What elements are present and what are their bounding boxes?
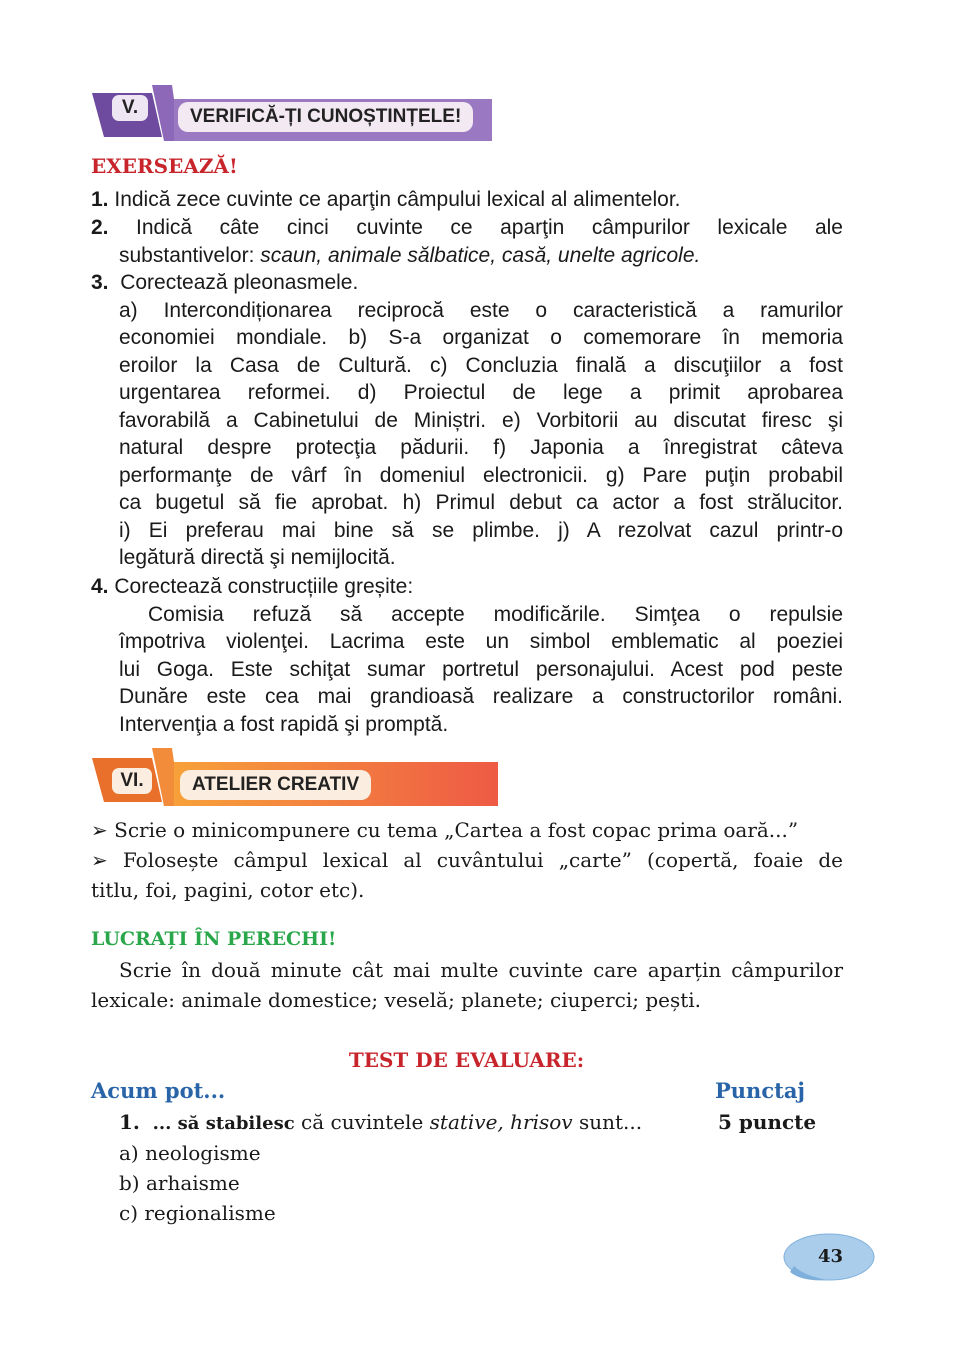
exercise-2 (91, 214, 843, 269)
section-v-banner (90, 85, 492, 141)
exercise-2-text: Indică câte cinci cuvinte ce aparţin câmpurilor lexicale ale (136, 216, 843, 239)
test-heading: TEST DE EVALUARE: (348, 1048, 585, 1072)
test-col-left: Acum pot... (91, 1078, 226, 1103)
exercise-3-line: economiei mondiale. b) S-a organizat o comemorare în memoria (119, 326, 843, 349)
page-number-badge (782, 1232, 876, 1282)
exercise-4-line: Dunăre este cea mai grandioasă realizare a constructorilor români. (119, 685, 843, 708)
perechi-heading: LUCRAȚI ÎN PERECHI! (91, 928, 337, 950)
question-end: sunt... (572, 1110, 643, 1134)
section-v-roman: V. (112, 95, 148, 121)
exercise-1 (91, 186, 843, 214)
exercise-3-line: i) Ei preferau mai bine să se plimbe. j) A rezolvat cazul printr-o (119, 518, 843, 542)
question-points: 5 puncte (718, 1110, 817, 1134)
atelier-item-continuation: titlu, foi, pagini, cotor etc). (91, 878, 365, 902)
section-vi-roman: VI. (112, 768, 152, 794)
exercise-2-italic-words: scaun, animale sălbatice, casă, unelte agricole. (260, 243, 701, 267)
section-vi-banner (90, 748, 498, 806)
exercise-1-number: 1. (91, 188, 109, 211)
exercise-3-line: a) Intercondiționarea reciprocă este o caracteristică a ramurilor (119, 298, 843, 322)
exerseaza-heading: EXERSEAZĂ! (91, 154, 238, 178)
exercise-4-line: Comisia refuză să accepte modificările. Simţea o repulsie (148, 602, 843, 626)
atelier-items (91, 815, 843, 905)
exercise-4-line: împotriva violenţei. Lacrima este un simbol emblematic al poeziei (119, 630, 843, 653)
exercise-4-title-line (91, 573, 843, 601)
exercise-3-line: ca bugetul să fie aprobat. h) Primul debut ca actor a fost strălucitor. (119, 491, 843, 514)
question-italic: stative, hrisov (429, 1110, 573, 1134)
exercise-3 (91, 269, 843, 572)
section-vi-title: ATELIER CREATIV (180, 770, 371, 800)
atelier-item-text: Folosește câmpul lexical al cuvântului „carte” (copertă, foaie de (122, 848, 844, 872)
perechi-line: Scrie în două minute cât mai multe cuvinte care aparțin câmpurilor (119, 958, 843, 982)
answer-option: c) regionalisme (119, 1201, 276, 1225)
exercise-4-line: Intervenţia a fost rapidă şi promptă. (119, 712, 449, 736)
exercise-4-title: Corectează construcțiile greșite: (114, 575, 414, 598)
exercise-3-title-line (91, 269, 843, 297)
exercise-2-line2 (91, 242, 843, 270)
exercise-4-line: lui Goga. Este schiţat sumar portretul personajului. Acest pod peste (119, 657, 843, 681)
exercise-3-line: favorabilă a Cabinetului de Miniștri. e) Vorbitorii au discutat firesc şi (119, 408, 843, 432)
exercise-2-prefix: substantivelor: (119, 243, 261, 267)
atelier-item (91, 815, 843, 845)
exercise-3-line: performanţe de vârf în domeniul electronicii. g) Pare puţin probabil (119, 463, 843, 487)
exercise-1-text: Indică zece cuvinte ce aparţin câmpului lexical al alimentelor. (114, 188, 681, 211)
atelier-item (91, 845, 843, 875)
question-text: că cuvintele (294, 1110, 430, 1134)
exercise-3-line: urgentarea reformei. d) Proiectul de lege a primit aprobarea (119, 381, 843, 404)
exercise-3-line: legătură directă şi nemijlocită. (119, 546, 396, 569)
answer-option: b) arhaisme (119, 1171, 240, 1195)
exercise-2-line1 (91, 214, 843, 242)
perechi-line: lexicale: animale domestice; veselă; planete; ciuperci; pești. (91, 988, 702, 1012)
test-question-1 (119, 1107, 719, 1139)
exercise-3-title: Corectează pleonasmele. (120, 271, 359, 294)
section-v-title: VERIFICĂ-ȚI CUNOȘTINȚELE! (178, 102, 473, 132)
exercise-4-number: 4. (91, 575, 109, 598)
exercise-3-line: natural despre protecţia pădurii. f) Japonia a înregistrat câteva (119, 436, 843, 459)
answer-options (119, 1138, 276, 1228)
arrow-bullet-icon: ➢ (91, 848, 108, 872)
test-col-right: Punctaj (715, 1078, 806, 1103)
exercise-2-number: 2. (91, 216, 109, 239)
page-number: 43 (818, 1246, 844, 1267)
exercise-3-line: eroilor la Casa de Cultură. c) Concluzia finală a discuţiilor a fost (119, 353, 843, 377)
exercise-3-number: 3. (91, 271, 109, 294)
question-bold: ... să stabilesc (152, 1113, 295, 1134)
arrow-bullet-icon: ➢ (91, 818, 108, 842)
atelier-item-text: Scrie o minicompunere cu tema „Cartea a fost copac prima oară...” (114, 818, 799, 842)
question-number: 1. (119, 1110, 140, 1134)
answer-option: a) neologisme (119, 1141, 261, 1165)
exercise-4 (91, 573, 843, 738)
perechi-text (91, 955, 843, 1015)
